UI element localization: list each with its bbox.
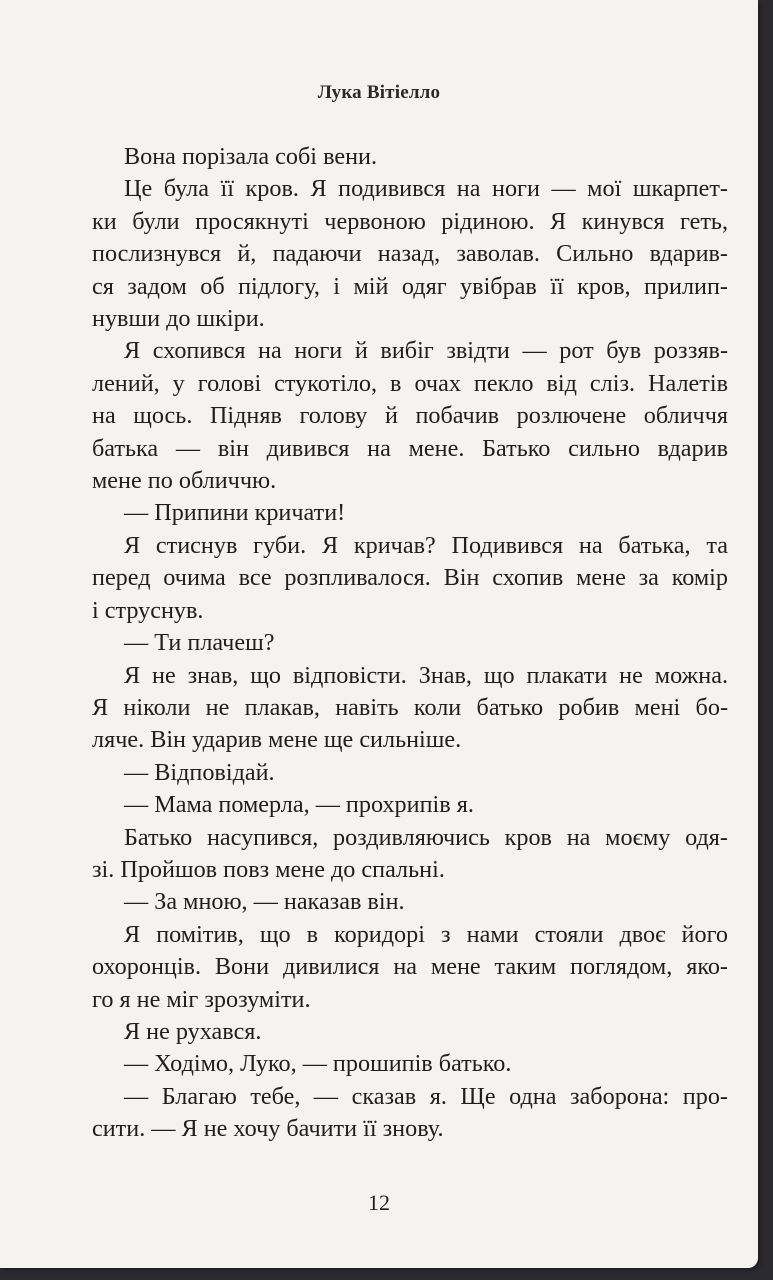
- text-line: батька — він дивився на мене. Батько сильно вдарив: [92, 434, 728, 462]
- text-line: Я не знав, що відповісти. Знав, що плакати не можна.: [124, 661, 728, 689]
- text-line: сити. — Я не хочу бачити її знову.: [92, 1115, 444, 1143]
- text-line: — Благаю тебе, — сказав я. Ще одна заборона: про-: [124, 1082, 728, 1110]
- text-line: Я стиснув губи. Я кричав? Подивився на батька, та: [124, 531, 728, 559]
- paragraph: [92, 757, 728, 789]
- paragraph: [92, 1048, 728, 1080]
- paragraph: [92, 173, 728, 335]
- paragraph: [92, 789, 728, 821]
- text-line: ляче. Він ударив мене ще сильніше.: [92, 726, 462, 754]
- paragraph: [92, 822, 728, 887]
- paragraph: [92, 919, 728, 1016]
- text-line: Я ніколи не плакав, навіть коли батько робив мені бо-: [92, 693, 728, 721]
- text-line: нувши до шкіри.: [92, 305, 265, 333]
- text-line: послизнувся й, падаючи назад, заволав. Сильно вдарив-: [92, 240, 728, 268]
- text-line: Це була її кров. Я подивився на ноги — мої шкарпет-: [124, 175, 728, 203]
- text-line: перед очима все розпливалося. Він схопив мене за комір: [92, 564, 728, 592]
- text-line: зі. Пройшов повз мене до спальні.: [92, 855, 445, 883]
- text-line: — Припини кричати!: [124, 499, 346, 527]
- text-line: і струснув.: [92, 596, 204, 624]
- text-line: Я не рухався.: [124, 1017, 262, 1045]
- paragraph: [92, 660, 728, 757]
- text-line: — Відповідай.: [124, 758, 275, 786]
- text-line: — Мама померла, — прохрипів я.: [124, 791, 474, 819]
- paragraph: [92, 141, 728, 173]
- text-line: Я помітив, що в коридорі з нами стояли двоє його: [124, 920, 728, 948]
- running-header: Лука Вітіелло: [317, 82, 441, 103]
- paragraph: [92, 530, 728, 627]
- text-line: ся задом об підлогу, і мій одяг увібрав її кров, прилип-: [92, 272, 728, 300]
- text-line: лений, у голові стукотіло, в очах пекло від сліз. Налетів: [92, 369, 728, 397]
- page-number: 12: [368, 1190, 390, 1215]
- paragraph: [92, 886, 728, 918]
- paragraph: [92, 1081, 728, 1146]
- text-line: Вона порізала собі вени.: [124, 143, 378, 170]
- text-line: ки були просякнуті червоною рідиною. Я кинувся геть,: [92, 207, 728, 235]
- paragraph: [92, 627, 728, 659]
- text-line: на щось. Підняв голову й побачив розлючене обличчя: [92, 402, 728, 430]
- text-line: Я схопився на ноги й вибіг звідти — рот був роззяв-: [124, 337, 728, 365]
- text-line: мене по обличчю.: [92, 467, 277, 495]
- text-line: охоронців. Вони дивилися на мене таким поглядом, яко-: [92, 953, 728, 981]
- text-line: — За мною, — наказав він.: [124, 888, 405, 916]
- paragraph: [92, 497, 728, 529]
- paragraph: [92, 1016, 728, 1048]
- text-line: го я не міг зрозуміти.: [92, 985, 311, 1013]
- paragraph: [92, 335, 728, 497]
- body-text: [92, 141, 728, 1146]
- text-line: — Ходімо, Луко, — прошипів батько.: [124, 1050, 512, 1078]
- text-line: — Ти плачеш?: [124, 629, 275, 657]
- text-line: Батько насупився, роздивляючись кров на моєму одя-: [124, 823, 728, 851]
